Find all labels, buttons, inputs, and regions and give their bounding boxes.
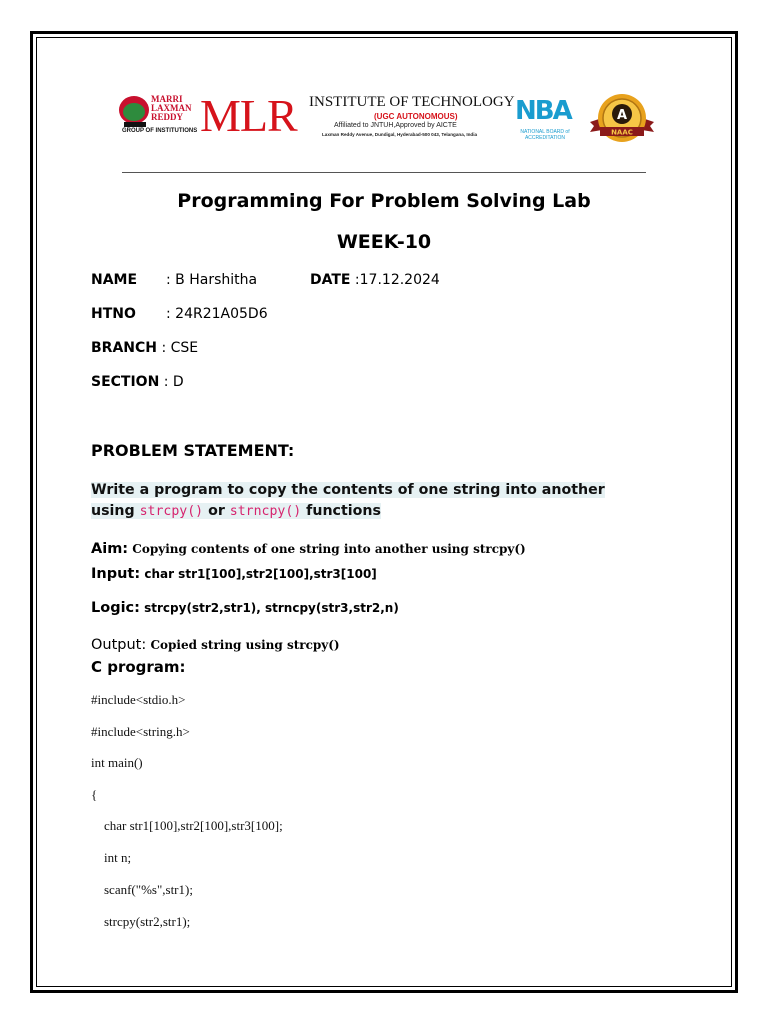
code-line: #include<stdio.h> xyxy=(91,692,186,707)
branch-value: : CSE xyxy=(157,340,199,356)
aim-value: Copying contents of one string into another using strcpy() xyxy=(128,542,526,556)
mlr-wordmark: MLR xyxy=(200,90,297,141)
aim-label: Aim: xyxy=(91,541,129,557)
problem-statement xyxy=(91,480,651,522)
output-value: Copied string using strcpy() xyxy=(146,638,340,652)
code-line: #include<string.h> xyxy=(91,724,190,739)
section-value: : D xyxy=(159,374,184,390)
naac-logo xyxy=(586,92,658,148)
problem-line-2: using strcpy() or strncpy() functions xyxy=(91,503,381,519)
emblem-subtitle: GROUP OF INSTITUTIONS xyxy=(122,128,198,134)
header-divider xyxy=(122,172,646,173)
name-value: : B Harshitha xyxy=(166,272,258,288)
naac-grade: A xyxy=(616,108,628,123)
problem-heading: PROBLEM STATEMENT: xyxy=(91,441,295,460)
date-value: :17.12.2024 xyxy=(350,272,440,288)
htno-label: HTNO xyxy=(91,306,136,322)
input-label: Input: xyxy=(91,566,141,582)
week-title: WEEK-10 xyxy=(336,231,432,253)
nba-logo xyxy=(515,96,577,144)
logic-label: Logic: xyxy=(91,600,140,616)
date-field xyxy=(310,272,440,288)
code-line: char str1[100],str2[100],str3[100]; xyxy=(91,818,283,833)
code-line: int main() xyxy=(91,755,143,770)
institute-name: INSTITUTE OF TECHNOLOGY xyxy=(309,94,515,110)
section-field xyxy=(91,374,184,390)
affiliation-text: Affiliated to JNTUH,Approved by AICTE xyxy=(334,122,457,129)
letterhead xyxy=(116,92,661,148)
autonomous-label: (UGC AUTONOMOUS) xyxy=(374,112,458,121)
nba-mark: NBA xyxy=(515,96,571,126)
output-label: Output: xyxy=(91,637,147,653)
nba-subtitle: NATIONAL BOARD of ACCREDITATION xyxy=(520,129,570,141)
section-label: SECTION xyxy=(91,374,160,390)
problem-line-1: Write a program to copy the contents of one string into another xyxy=(91,482,605,498)
c-program-label: C program: xyxy=(91,658,186,676)
code-line: strcpy(str2,str1); xyxy=(91,914,191,929)
code-line: { xyxy=(91,787,98,802)
emblem-text: MARRI LAXMAN REDDY xyxy=(151,94,192,122)
output-row xyxy=(91,634,340,653)
code-line: scanf("%s",str1); xyxy=(91,882,193,897)
code-line: int n; xyxy=(91,850,132,865)
mlr-emblem-logo xyxy=(116,92,200,138)
branch-label: BRANCH xyxy=(91,340,157,356)
strcpy-code: strcpy() xyxy=(139,504,204,519)
branch-field xyxy=(91,340,198,356)
name-label: NAME xyxy=(91,272,138,288)
input-row xyxy=(91,563,377,582)
htno-value: : 24R21A05D6 xyxy=(166,306,268,322)
aim-row xyxy=(91,538,526,557)
address-text: Laxman Reddy Avenue, Dundigal, Hyderabad-500 043, Telangana, India xyxy=(322,132,478,137)
date-label: DATE xyxy=(310,272,351,288)
input-value: char str1[100],str2[100],str3[100] xyxy=(140,567,377,581)
strncpy-code: strncpy() xyxy=(229,504,302,519)
logic-row xyxy=(91,597,399,616)
logic-value: strcpy(str2,str1), strncpy(str3,str2,n) xyxy=(139,601,399,615)
naac-label: NAAC xyxy=(611,128,633,137)
document-title: Programming For Problem Solving Lab xyxy=(177,190,591,212)
